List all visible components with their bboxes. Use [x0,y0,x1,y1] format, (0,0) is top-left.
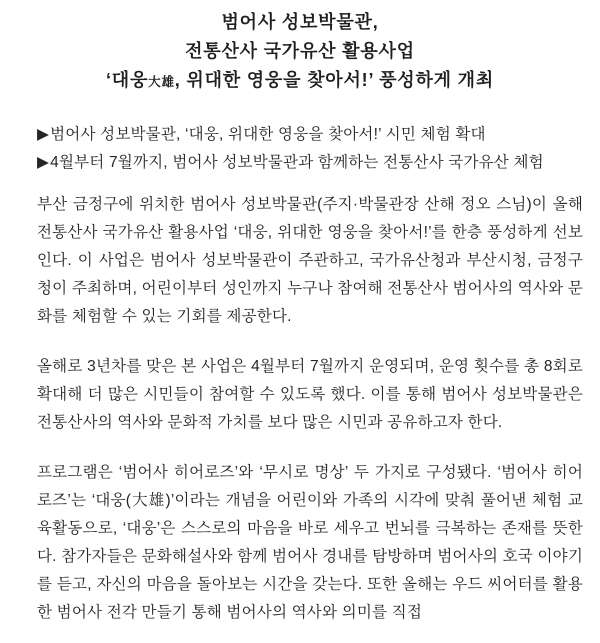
bullet-arrow-icon: ▶ [37,126,50,143]
title-hanja: 大雄 [148,75,175,89]
title-line-2: 전통산사 국가유산 활용사업 [185,41,415,61]
title-line-3 [0,66,600,97]
body-paragraph-1: 부산 금정구에 위치한 범어사 성보박물관(주지·박물관장 산해 정오 스님)이 올해 전통산사 국가유산 활용사업 ‘대웅, 위대한 영웅을 찾아서!’를 한층 풍성하게 선보인다. 이 사업은 범어사 성보박물관이 주관하고, 국가유산청과 부산시청, 금정구청이 주최하며, 어린이부터 성인까지 누구나 참여해 전통산사 범어사의 역사와 문화를 체험할 수 있는 기회를 제공한다. [37,196,583,325]
body-paragraph-3: 프로그램은 ‘범어사 히어로즈’와 ‘무시로 명상’ 두 가지로 구성됐다. ‘범어사 히어로즈’는 ‘대웅(大雄)’이라는 개념을 어린이와 가족의 시각에 맞춰 풀어낸 체험 교육활동으로, ‘대웅’은 스스로의 마음을 바로 세우고 번뇌를 극복하는 존재를 뜻한다. 참가자들은 문화해설사와 함께 범어사 경내를 탐방하며 범어사의 호국 이야기를 듣고, 자신의 마음을 돌아보는 시간을 갖는다. 또한 올해는 우드 씨어터를 활용한 범어사 전각 만들기 통해 범어사의 역사와 의미를 직접 [37,464,583,621]
body-paragraph-2: 올해로 3년차를 맞은 본 사업은 4월부터 7월까지 운영되며, 운영 횟수를 총 8회로 확대해 더 많은 시민들이 참여할 수 있도록 했다. 이를 통해 범어사 성보박물관은 전통산사의 역사와 문화적 가치를 보다 많은 시민과 공유하고자 한다. [37,358,583,431]
article-title [0,0,600,97]
title-line-3-suffix: , 위대한 영웅을 찾아서!’ 풍성하게 개최 [174,70,495,90]
bullet-item-2 [37,149,586,177]
subtitle-bullets [0,121,600,177]
bullet-item-1 [37,121,586,149]
bullet-text-1: 범어사 성보박물관, ‘대웅, 위대한 영웅을 찾아서!’ 시민 체험 확대 [50,126,486,143]
title-line-3-prefix: ‘대웅 [105,70,149,90]
title-line-1: 범어사 성보박물관, [221,12,379,32]
article-body [0,191,600,627]
bullet-arrow-icon: ▶ [37,154,50,171]
bullet-text-2: 4월부터 7월까지, 범어사 성보박물관과 함께하는 전통산사 국가유산 체험 [50,154,544,171]
